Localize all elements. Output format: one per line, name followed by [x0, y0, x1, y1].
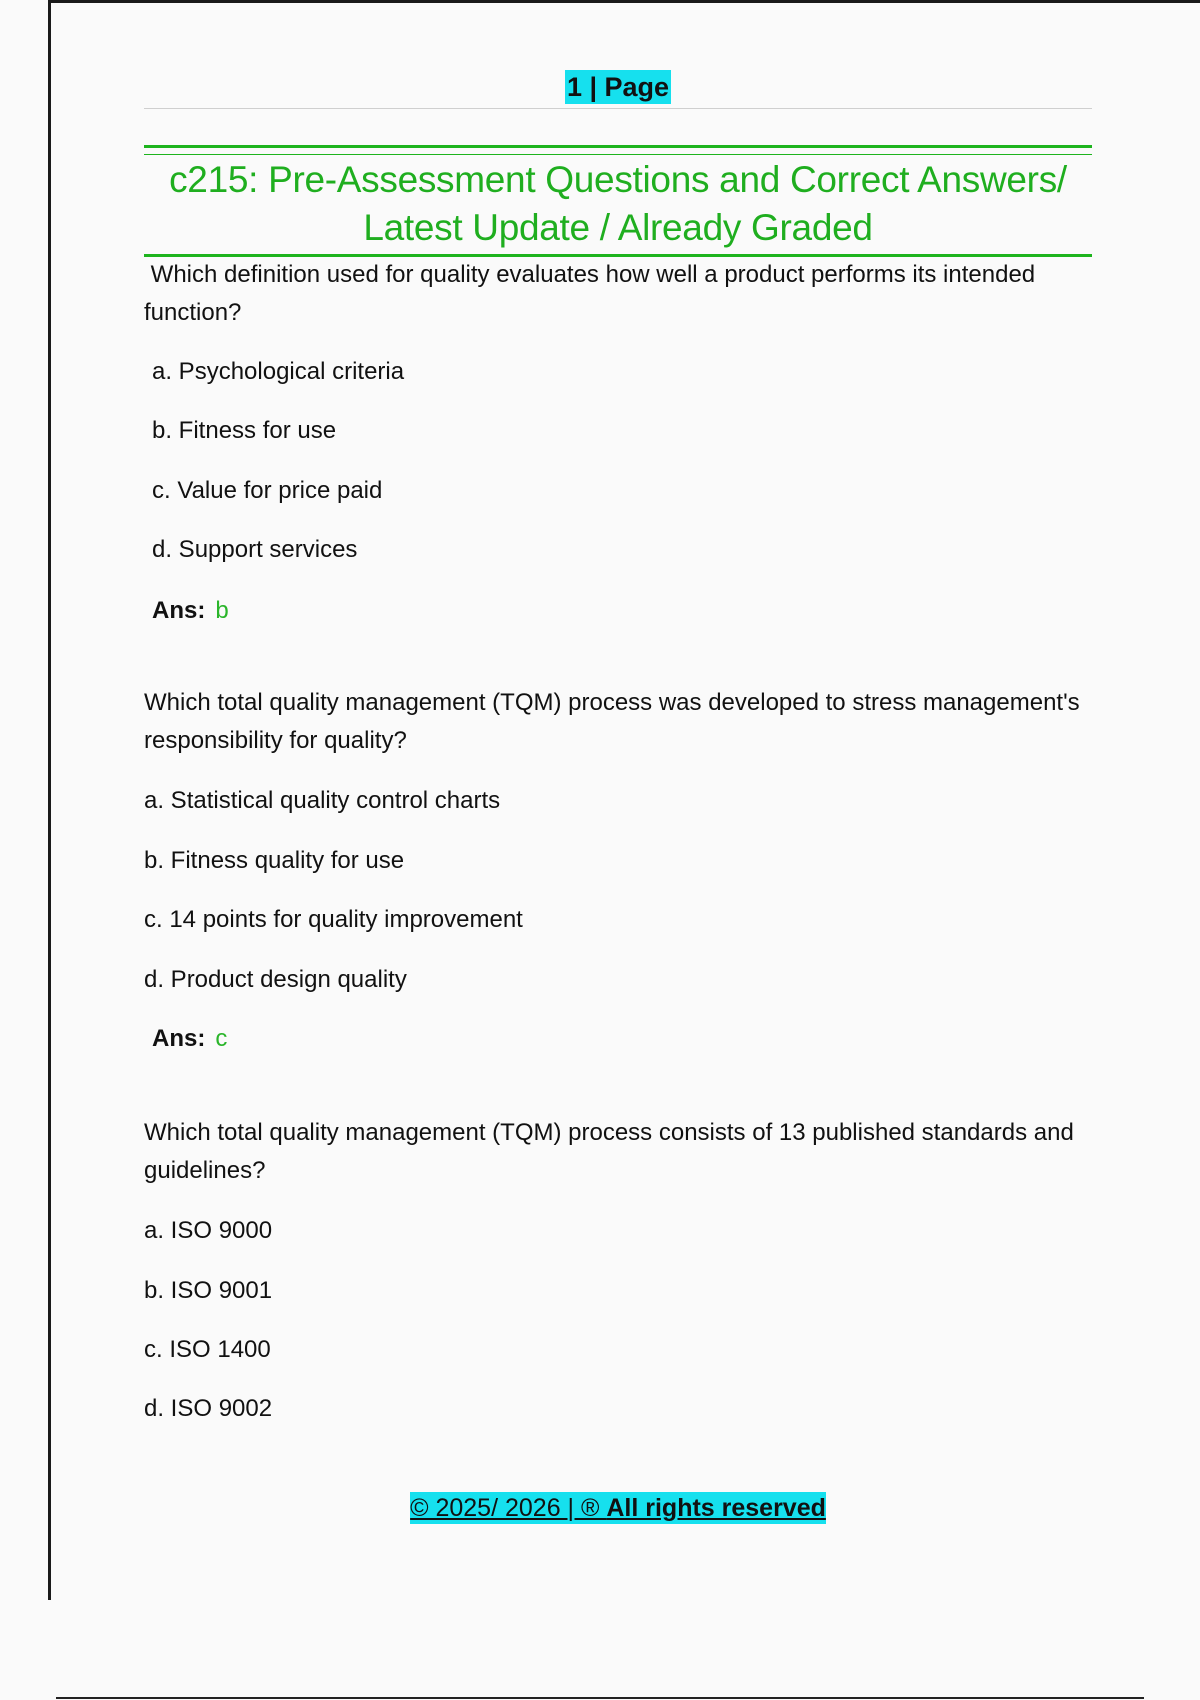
rights-reserved: All rights reserved	[606, 1494, 826, 1522]
title-top-rule-thin	[144, 154, 1092, 155]
document-title	[144, 156, 1092, 252]
question-2-option-c: c. 14 points for quality improvement	[144, 906, 523, 933]
question-1-text: Which definition used for quality evaluates how well a product performs its intended function?	[144, 261, 1042, 326]
question-1-option-c: c. Value for price paid	[152, 477, 383, 504]
answer-value: c	[215, 1025, 228, 1052]
question-3-option-a: a. ISO 9000	[144, 1217, 273, 1244]
page-footer	[144, 1492, 1092, 1524]
copyright-years: © 2025/ 2026 | ®	[410, 1494, 607, 1522]
question-1-answer	[152, 595, 229, 627]
page-bottom-border	[56, 1697, 1144, 1699]
answer-label: Ans:	[152, 1025, 206, 1052]
question-3-option-c: c. ISO 1400	[144, 1336, 271, 1363]
question-2-option-d: d. Product design quality	[144, 966, 407, 993]
question-2-answer	[152, 1023, 227, 1055]
title-top-rule	[144, 145, 1092, 148]
page-left-border	[48, 0, 51, 1600]
question-3-option-b: b. ISO 9001	[144, 1277, 273, 1304]
page-header	[144, 70, 1092, 104]
question-3-option-d: d. ISO 9002	[144, 1395, 273, 1422]
question-2-option-b: b. Fitness quality for use	[144, 847, 405, 874]
question-1-option-d: d. Support services	[152, 536, 358, 563]
question-1-option-a: a. Psychological criteria	[152, 358, 405, 385]
answer-value: b	[215, 597, 229, 624]
title-line-1: c215: Pre-Assessment Questions and Correct Answers/	[169, 159, 1067, 200]
question-2-text: Which total quality management (TQM) process was developed to stress management's responsibility for quality?	[144, 689, 1080, 754]
copyright-notice	[410, 1492, 826, 1524]
question-2-option-a: a. Statistical quality control charts	[144, 787, 501, 814]
page-top-border	[48, 0, 1200, 3]
answer-label: Ans:	[152, 597, 206, 624]
title-line-2: Latest Update / Already Graded	[363, 207, 873, 248]
page-number: 1 | Page	[566, 72, 670, 102]
question-1-option-b: b. Fitness for use	[152, 417, 337, 444]
header-divider	[144, 108, 1092, 109]
question-3-text: Which total quality management (TQM) process consists of 13 published standards and guidelines?	[144, 1119, 1074, 1184]
